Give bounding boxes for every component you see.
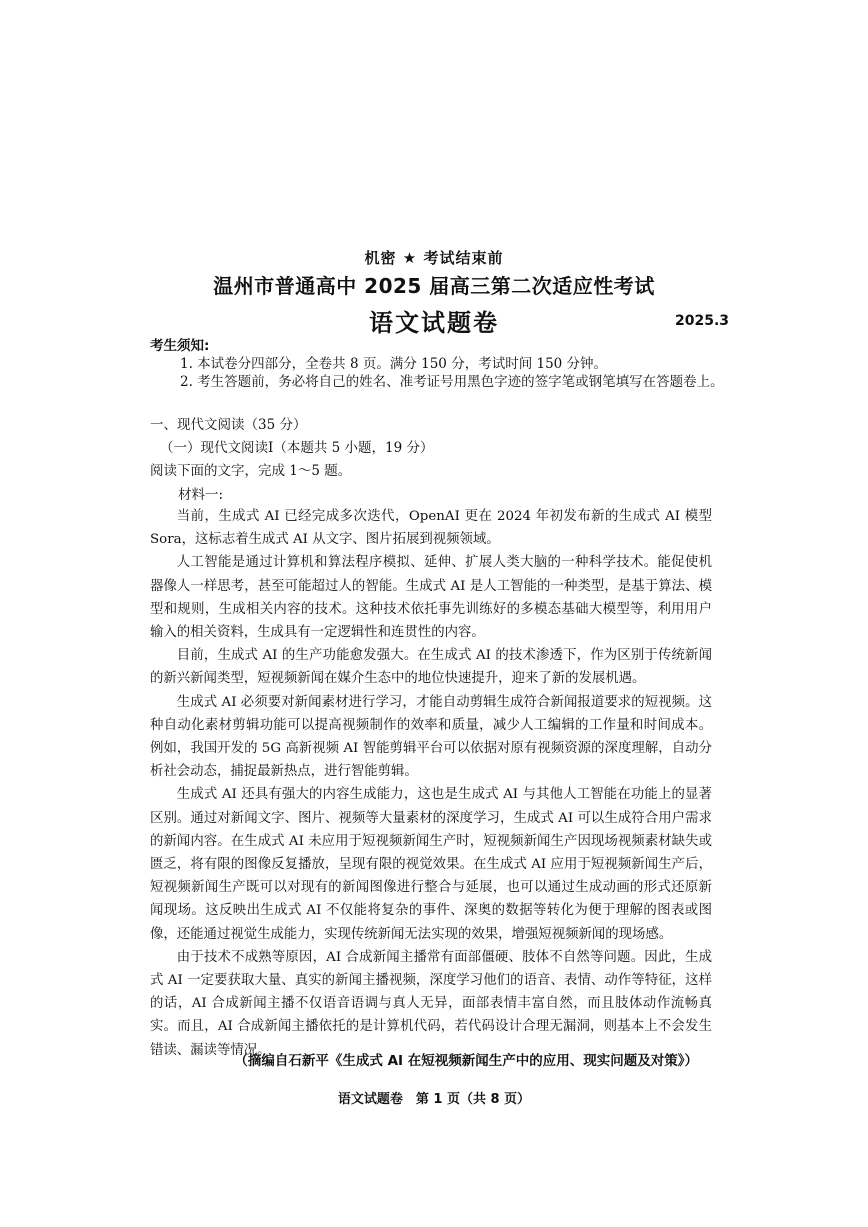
passage-paragraph: 生成式 AI 必须要对新闻素材进行学习，才能自动剪辑生成符合新闻报道要求的短视频。这种自动化素材剪辑功能可以提高视频制作的效率和质量，减少人工编辑的工作量和时间成本。例如，我国开发的 5G 高新视频 AI 智能剪辑平台可以依据对原有视频资源的深度理解，自动分析社会动态，捕捉最新热点，进行智能剪辑。: [150, 694, 712, 780]
passage-source: （摘编自石新平《生成式 AI 在短视频新闻生产中的应用、现实问题及对策》）: [234, 1053, 698, 1069]
notice-item: 2. 考生答题前，务必将自己的姓名、准考证号用黑色字迹的签字笔或钢笔填写在答题卷上。: [180, 374, 724, 390]
subsection-title: （一）现代文阅读Ⅰ（本题共 5 小题，19 分）: [160, 440, 434, 456]
passage-paragraph: 由于技术不成熟等原因，AI 合成新闻主播常有面部僵硬、肢体不自然等问题。因此，生成式 AI 一定要获取大量、真实的新闻主播视频，深度学习他们的语音、表情、动作等特征，这样的话，AI 合成新闻主播不仅语音语调与真人无异，面部表情丰富自然，而且肢体动作流畅真实。而且，AI 合成新闻主播依托的是计算机代码，若代码设计合理无漏洞，则基本上不会发生错读、漏读等情况。: [150, 949, 712, 1058]
page-footer: 语文试题卷 第 1 页（共 8 页）: [337, 1092, 531, 1107]
passage-paragraph: 目前，生成式 AI 的生产功能愈发强大。在生成式 AI 的技术渗透下，作为区别于传统新闻的新兴新闻类型，短视频新闻在媒介生态中的地位快速提升，迎来了新的发展机遇。: [150, 648, 712, 687]
reading-passage: [150, 505, 712, 1062]
passage-paragraph: 生成式 AI 还具有强大的内容生成能力，这也是生成式 AI 与其他人工智能在功能上的显著区别。通过对新闻文字、图片、视频等大量素材的深度学习，生成式 AI 可以生成符合用户需求的新闻内容。在生成式 AI 未应用于短视频新闻生产时，短视频新闻生产因现场视频素材缺失或匮乏，将有限的图像反复播放，呈现有限的视觉效果。在生成式 AI 应用于短视频新闻生产后，短视频新闻生产既可以对现有的新闻图像进行整合与延展，也可以通过生成动画的形式还原新闻现场。这反映出生成式 AI 不仅能将复杂的事件、深奥的数据等转化为便于理解的图表或图像，还能通过视觉生成能力，实现传统新闻无法实现的效果，增强短视频新闻的现场感。: [150, 787, 712, 942]
notice-heading: 考生须知:: [150, 338, 210, 354]
notice-item: 1. 本试卷分四部分，全卷共 8 页。满分 150 分，考试时间 150 分钟。: [180, 356, 608, 372]
exam-date: 2025.3: [675, 313, 730, 329]
candidate-notice: [150, 337, 724, 391]
paper-title: 语文试题卷: [369, 309, 499, 337]
reading-instruction: 阅读下面的文字，完成 1～5 题。: [150, 463, 352, 479]
passage-paragraph: 当前，生成式 AI 已经完成多次迭代，OpenAI 更在 2024 年初发布新的生成式 AI 模型 Sora，这标志着生成式 AI 从文字、图片拓展到视频领域。: [150, 509, 712, 548]
material-label: 材料一:: [178, 487, 224, 503]
exam-title: 温州市普通高中 2025 届高三第二次适应性考试: [213, 274, 655, 298]
confidential-header: 机密 ★ 考试结束前: [364, 249, 504, 267]
section-title: 一、现代文阅读（35 分）: [150, 417, 307, 433]
passage-paragraph: 人工智能是通过计算机和算法程序模拟、延伸、扩展人类大脑的一种科学技术。能促使机器像人一样思考，甚至可能超过人的智能。生成式 AI 是人工智能的一种类型，是基于算法、模型和规则，生成相关内容的技术。这种技术依托事先训练好的多模态基础大模型等，利用用户输入的相关资料，生成具有一定逻辑性和连贯性的内容。: [150, 555, 712, 641]
